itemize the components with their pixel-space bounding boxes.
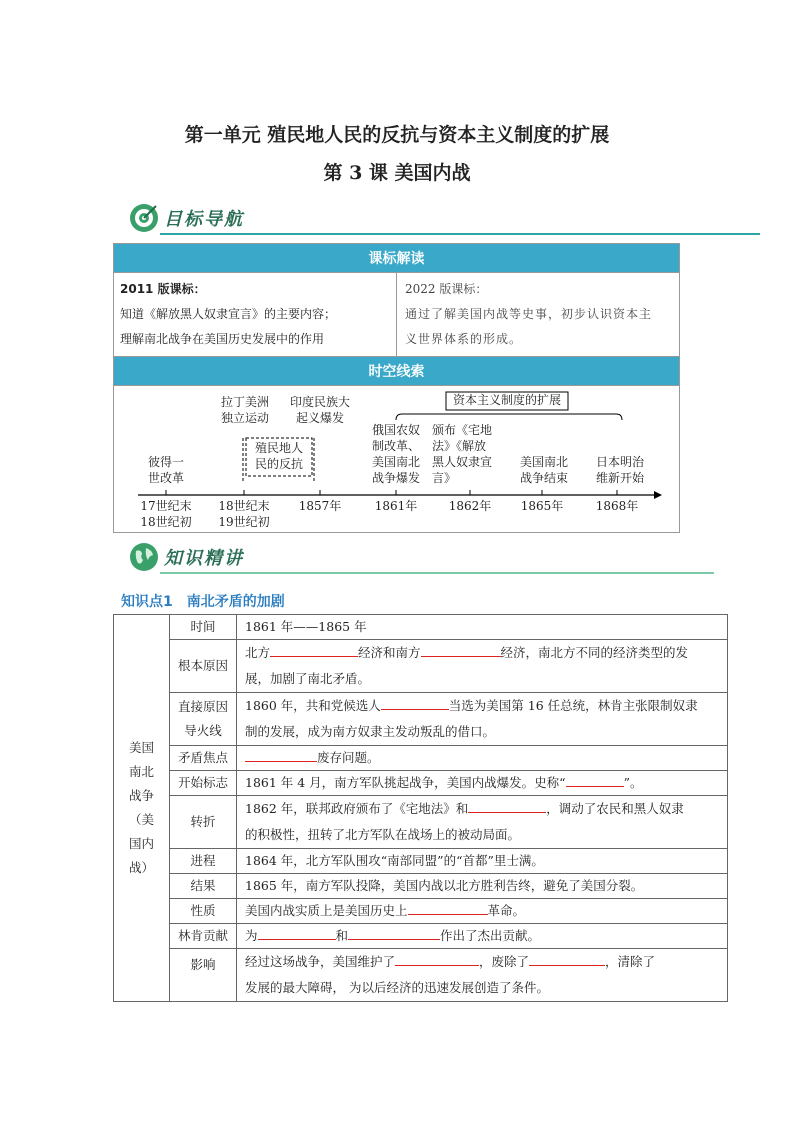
row-value: 1860 年，共和党候选人 当选为美国第 16 任总统，林肯主张限制奴隶 制的发展，成为南方奴隶主发动叛乱的借口。 (237, 693, 728, 746)
year-label: 1861年 (374, 499, 418, 513)
row-value: 废存问题。 (237, 746, 728, 771)
knowledge-point-number: 知识点1 (121, 594, 173, 610)
year-label: 18世纪末 (218, 499, 270, 513)
divider (160, 572, 714, 574)
year-label: 1865年 (520, 499, 564, 513)
row-key: 开始标志 (170, 771, 237, 796)
standards-2022-line: 通过了解美国内战等史事，初步认识资本主 (405, 307, 653, 321)
knowledge-point-text: 南北矛盾的加剧 (186, 594, 285, 610)
row-group-label: 美国 南北 战争 （美 国内 战） (114, 615, 170, 1002)
row-value: 1864 年，北方军队围攻“南部同盟”的“首都”里士满。 (237, 849, 728, 874)
standards-2022-title: 2022 版课标： (405, 282, 488, 296)
section-label: 知识精讲 (164, 548, 244, 569)
row-key: 时间 (170, 615, 237, 640)
row-value: 1861 年 4 月，南方军队挑起战争，美国内战爆发。史称“ ”。 (237, 771, 728, 796)
fill-blank[interactable] (270, 642, 358, 657)
row-key: 矛盾焦点 (170, 746, 237, 771)
colonial-label-2: 民的反抗 (254, 457, 303, 471)
section-label: 目标导航 (164, 209, 244, 230)
standards-2011-line: 知道《解放黑人奴隶宣言》的主要内容； (120, 307, 337, 321)
globe-icon (128, 541, 160, 573)
year-label: 17世纪末 (140, 499, 192, 513)
timeline (114, 386, 680, 533)
event-meiji: 维新开始 (595, 471, 644, 485)
standards-header: 课标解读 (114, 244, 680, 273)
fill-blank[interactable] (395, 951, 479, 966)
row-key: 性质 (170, 899, 237, 924)
timeline-header: 时空线索 (114, 357, 680, 386)
colonial-label-1: 殖民地人 (254, 441, 303, 455)
standards-2011-title: 2011 版课标： (120, 282, 206, 296)
event-latin-america: 拉丁美洲 (220, 395, 269, 409)
row-key: 根本原因 (170, 640, 237, 693)
section-banner-knowledge (120, 537, 720, 577)
event-peter: 彼得一 (147, 455, 184, 469)
year-label: 1862年 (448, 499, 492, 513)
fill-blank[interactable] (245, 747, 317, 762)
row-key: 转折 (170, 796, 237, 849)
row-key: 直接原因 导火线 (170, 693, 237, 746)
standards-2022 (397, 273, 680, 357)
capitalism-label: 资本主义制度的扩展 (452, 393, 561, 407)
divider (160, 233, 760, 235)
row-value: 1862 年，联邦政府颁布了《宅地法》和 ，调动了农民和黑人奴隶 的积极性，扭转了北方军队在战场上的被动局面。 (237, 796, 728, 849)
fill-blank[interactable] (421, 642, 501, 657)
event-war-end: 战争结束 (519, 471, 568, 485)
fill-blank[interactable] (529, 951, 605, 966)
fill-blank[interactable] (468, 798, 546, 813)
target-icon (128, 202, 160, 234)
year-label: 1857年 (298, 499, 342, 513)
event-russia: 战争爆发 (371, 471, 420, 485)
event-india: 印度民族大 (289, 395, 350, 409)
event-homestead: 言》 (432, 471, 457, 485)
row-value: 1861 年——1865 年 (237, 615, 728, 640)
row-key: 影响 (170, 949, 237, 1002)
year-label: 1868年 (595, 499, 639, 513)
event-homestead: 颁布《宅地 (432, 423, 493, 437)
fill-blank[interactable] (348, 925, 440, 940)
row-key: 进程 (170, 849, 237, 874)
row-value: 为 和 作出了杰出贡献。 (237, 924, 728, 949)
knowledge-point-title (121, 591, 285, 611)
event-homestead: 黑人奴隶宣 (432, 455, 493, 469)
event-russia: 制改革、 (371, 439, 420, 453)
row-value: 北方 经济和南方 经济，南北方不同的经济类型的发 展，加剧了南北矛盾。 (237, 640, 728, 693)
axis-ticks (166, 490, 617, 495)
section-banner-goals (120, 198, 760, 238)
civil-war-table (113, 614, 728, 1002)
event-russia: 俄国农奴 (371, 423, 420, 437)
event-meiji: 日本明治 (595, 455, 644, 469)
year-label: 18世纪初 (140, 515, 192, 529)
unit-title: 第一单元 殖民地人民的反抗与资本主义制度的扩展 (184, 124, 610, 146)
row-value: 1865 年，南方军队投降，美国内战以北方胜利告终，避免了美国分裂。 (237, 874, 728, 899)
event-homestead: 法》《解放 (432, 439, 487, 453)
lesson-title: 第 3 课 美国内战 (323, 162, 471, 184)
event-war-end: 美国南北 (519, 455, 568, 469)
standards-2011-line: 理解南北战争在美国历史发展中的作用 (120, 332, 325, 346)
row-key: 结果 (170, 874, 237, 899)
standards-table (113, 243, 680, 533)
row-value: 经过这场战争，美国维护了 ，废除了 ，清除了 发展的最大障碍， 为以后经济的迅速发展创造了条件。 (237, 949, 728, 1002)
standards-2011 (114, 273, 397, 357)
row-value: 美国内战实质上是美国历史上 革命。 (237, 899, 728, 924)
fill-blank[interactable] (408, 900, 488, 915)
event-latin-america: 独立运动 (220, 411, 269, 425)
event-russia: 美国南北 (371, 455, 420, 469)
fill-blank[interactable] (258, 925, 336, 940)
timeline-brace (396, 414, 622, 420)
standards-2022-line: 义世界体系的形成。 (405, 332, 523, 346)
year-label: 19世纪初 (218, 515, 270, 529)
event-peter: 世改革 (147, 471, 184, 485)
fill-blank[interactable] (566, 772, 624, 787)
fill-blank[interactable] (381, 695, 449, 710)
axis-arrow (654, 491, 662, 499)
event-india: 起义爆发 (295, 411, 344, 425)
row-key: 林肯贡献 (170, 924, 237, 949)
